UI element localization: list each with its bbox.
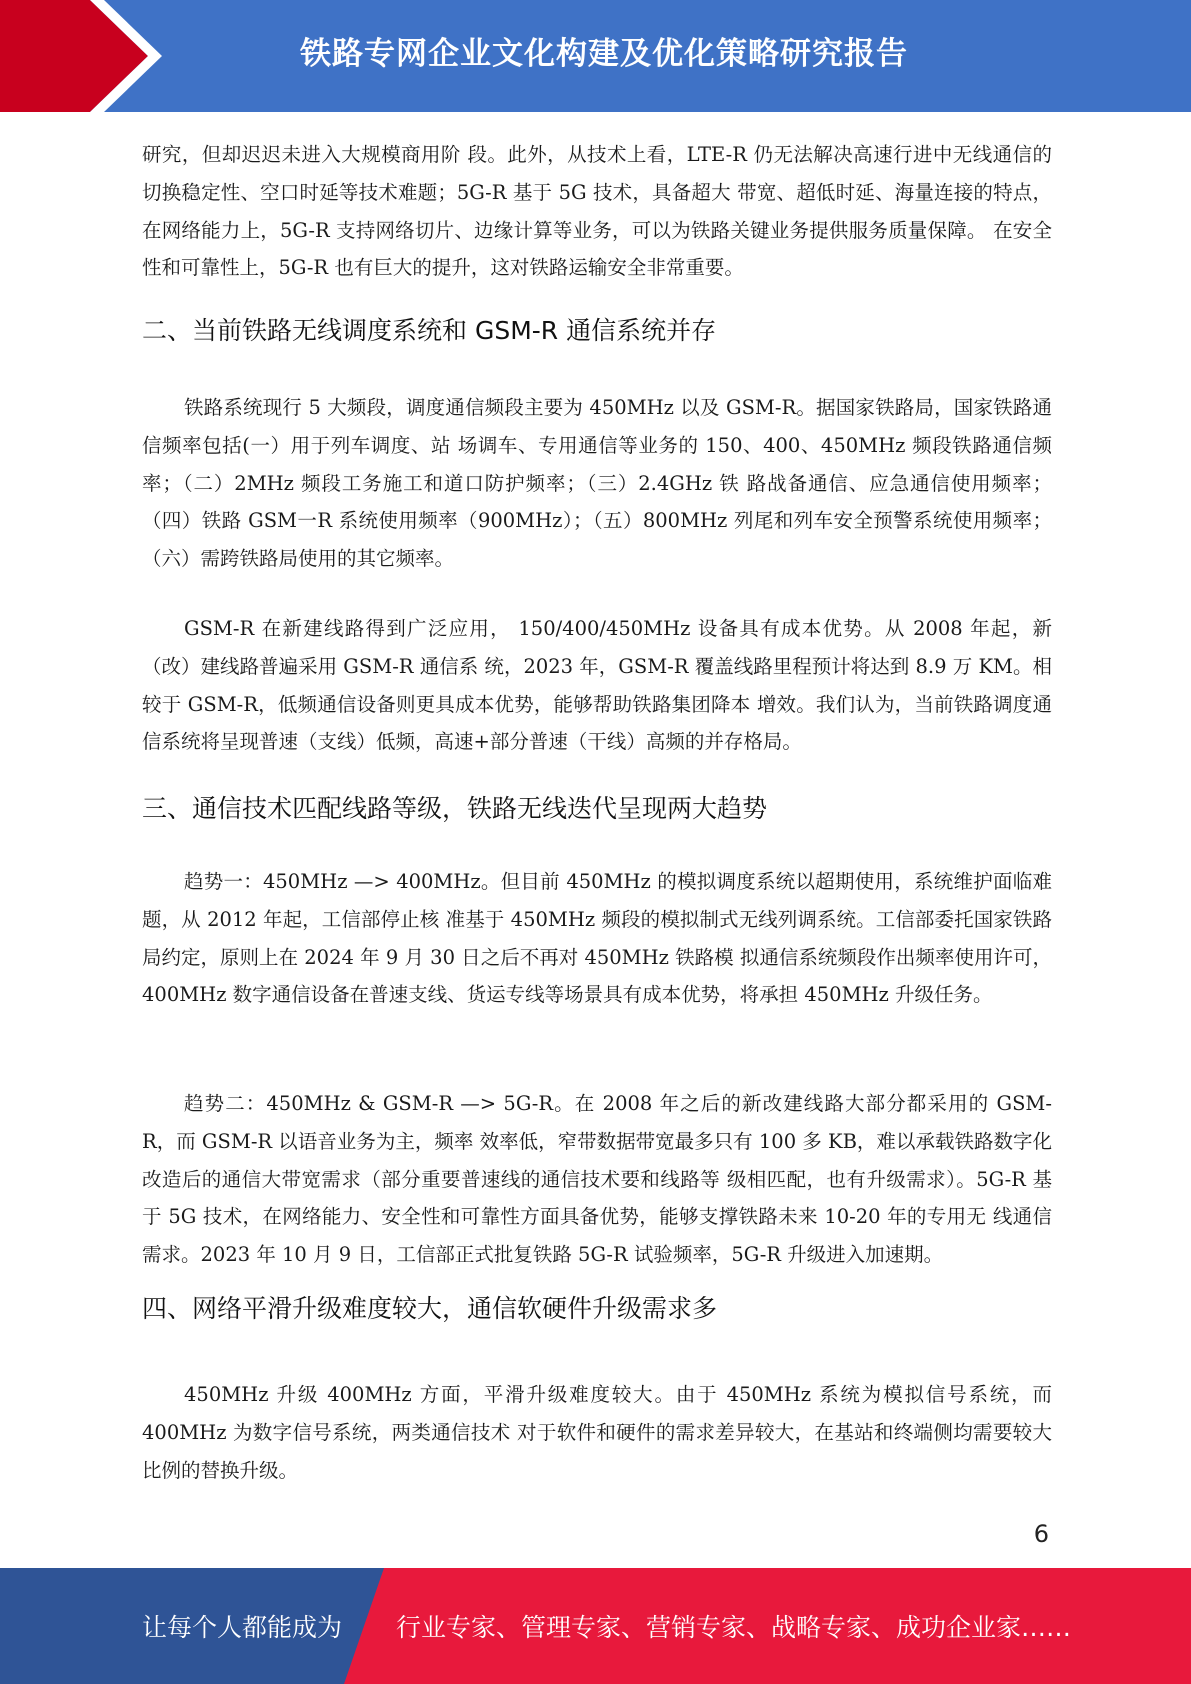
section-3-paragraph-1: 趋势一：450MHz —> 400MHz。但目前 450MHz 的模拟调度系统以超期使用，系统维护面临难题，从 2012 年起，工信部停止核 准基于 450MHz 频段的模拟制式无线列调系统。工信部委托国家铁路局约定，原则上在 2024 年 9 月 30 日之后不再对 450MHz 铁路模 拟通信系统频段作出频率使用许可，400MHz 数字通信设备在普速支线、货运专线等场景具有成本优势，将承担 450MHz 升级任务。	[142, 870, 1052, 1007]
header-title: 铁路专网企业文化构建及优化策略研究报告	[300, 36, 908, 72]
section-heading-2: 二、当前铁路无线调度系统和 GSM-R 通信系统并存	[142, 316, 717, 345]
section-2-paragraph-2: GSM-R 在新建线路得到广泛应用， 150/400/450MHz 设备具有成本优势。从 2008 年起，新（改）建线路普遍采用 GSM-R 通信系 统，2023 年，GSM-R 覆盖线路里程预计将达到 8.9 万 KM。相较于 GSM-R，低频通信设备则更具成本优势，能够帮助铁路集团降本 增效。我们认为，当前铁路调度通信系统将呈现普速（支线）低频，高速+部分普速（干线）高频的并存格局。	[142, 617, 1052, 754]
section-2-paragraph-1: 铁路系统现行 5 大频段，调度通信频段主要为 450MHz 以及 GSM-R。据国家铁路局，国家铁路通信频率包括(一）用于列车调度、站 场调车、专用通信等业务的 150、400、450MHz 频段铁路通信频率；（二）2MHz 频段工务施工和道口防护频率；（三）2.4GHz 铁 路战备通信、应急通信使用频率；（四）铁路 GSM一R 系统使用频率（900MHz）；（五）800MHz 列尾和列车安全预警系统使用频率；（六）需跨铁路局使用的其它频率。	[142, 396, 1052, 571]
page-footer	[0, 1568, 1191, 1684]
section-3-paragraph-2: 趋势二：450MHz & GSM-R —> 5G-R。在 2008 年之后的新改建线路大部分都采用的 GSM-R，而 GSM-R 以语音业务为主，频率 效率低，窄带数据带宽最多只有 100 多 KB，难以承载铁路数字化改造后的通信大带宽需求（部分重要普速线的通信技术要和线路等 级相匹配，也有升级需求）。5G-R 基于 5G 技术，在网络能力、安全性和可靠性方面具备优势，能够支撑铁路未来 10-20 年的专用无 线通信需求。2023 年 10 月 9 日，工信部正式批复铁路 5G-R 试验频率，5G-R 升级进入加速期。	[142, 1092, 1052, 1267]
section-heading-4: 四、网络平滑升级难度较大，通信软硬件升级需求多	[142, 1294, 718, 1323]
header-red-chevron	[0, 0, 148, 112]
page-header	[0, 0, 1191, 112]
footer-slogan-left: 让每个人都能成为	[142, 1613, 343, 1642]
section-heading-3: 三、通信技术匹配线路等级，铁路无线迭代呈现两大趋势	[142, 794, 768, 823]
section-4-paragraph-1: 450MHz 升级 400MHz 方面，平滑升级难度较大。由于 450MHz 系统为模拟信号系统，而 400MHz 为数字信号系统，两类通信技术 对于软件和硬件的需求差异较大，在基站和终端侧均需要较大比例的替换升级。	[142, 1383, 1052, 1482]
footer-slogan-right: 行业专家、管理专家、营销专家、战略专家、成功企业家……	[396, 1613, 1072, 1642]
page-number: 6	[1033, 1520, 1049, 1548]
intro-paragraph: 研究，但却迟迟未进入大规模商用阶 段。此外，从技术上看，LTE-R 仍无法解决高速行进中无线通信的切换稳定性、空口时延等技术难题；5G-R 基于 5G 技术，具备超大 带宽、超低时延、海量连接的特点，在网络能力上，5G-R 支持网络切片、边缘计算等业务，可以为铁路关键业务提供服务质量保障。 在安全性和可靠性上，5G-R 也有巨大的提升，这对铁路运输安全非常重要。	[142, 143, 1052, 280]
